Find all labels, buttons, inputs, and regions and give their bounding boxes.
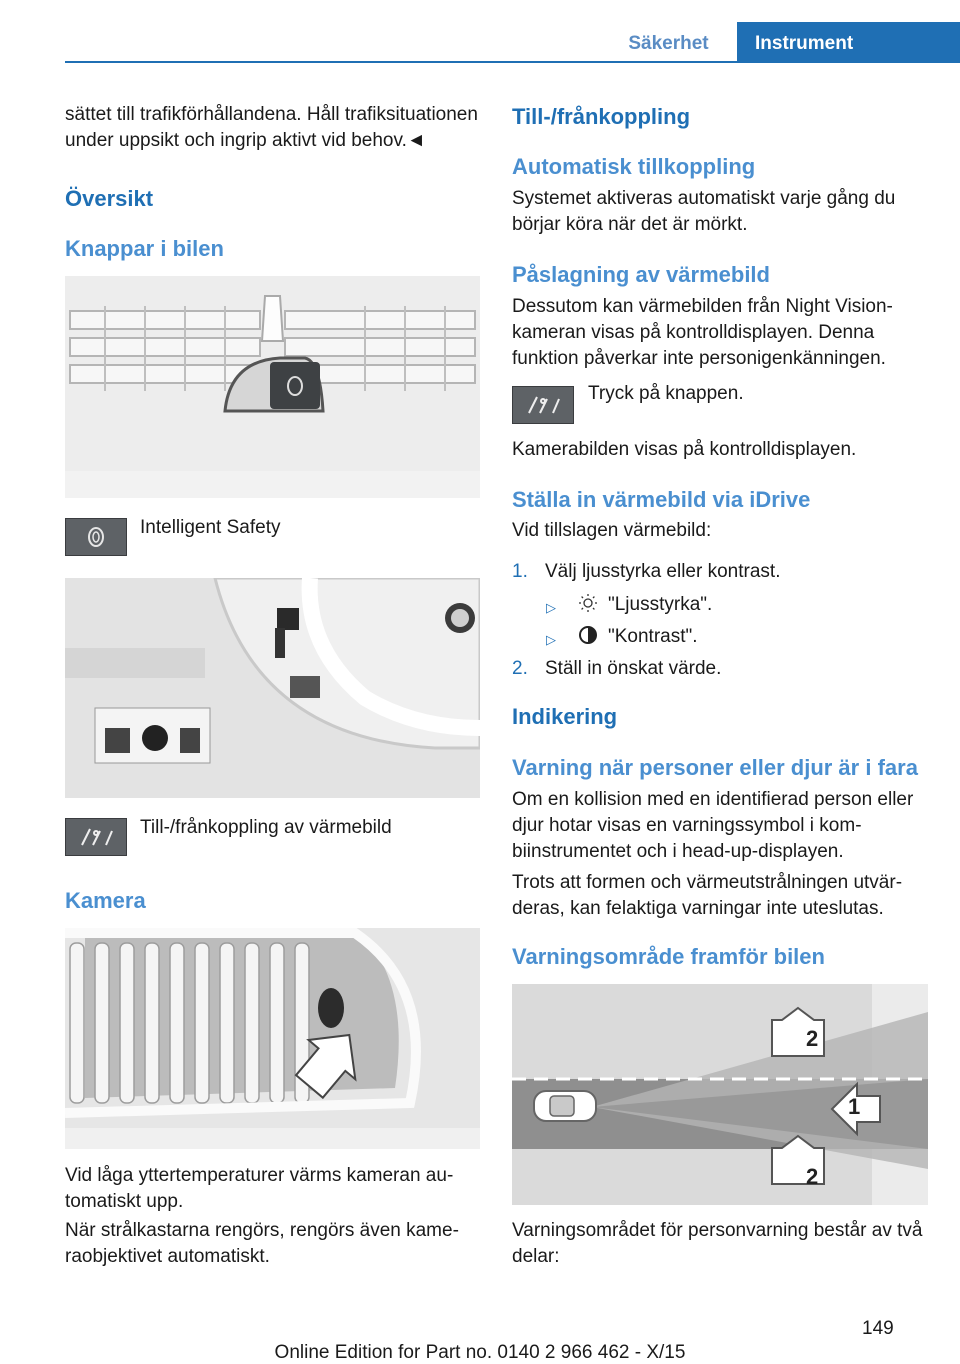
tab-instrument: Instrument	[737, 22, 960, 63]
heading-automatisk: Automatisk tillkoppling	[512, 154, 756, 179]
heading-varning: Varning när personer eller djur är i fara	[512, 755, 918, 780]
brightness-icon	[578, 592, 598, 618]
heading-till-fran: Till-/frånkoppling	[512, 104, 691, 129]
heading-kamera: Kamera	[65, 888, 146, 913]
text-varning-1: Om en kollision med en identifierad person eller djur hotar visas en varningssymbol i kombiinstrumentet och i head-up-displayen.	[512, 789, 914, 862]
heading-knappar: Knappar i bilen	[65, 236, 224, 261]
diagram-warning-zone	[512, 984, 928, 1205]
heading-indikering: Indikering	[512, 704, 618, 729]
text-automatisk: Systemet aktiveras automatiskt varje gång du börjar köra när det är mörkt.	[512, 188, 896, 235]
contrast-icon	[578, 624, 598, 650]
heading-varningsomrade: Varningsområde framför bilen	[512, 944, 825, 969]
text-vid-tillslagen: Vid tillslagen värmebild:	[512, 520, 712, 541]
text-paslagning: Dessutom kan värmebilden från Night Vision-kameran visas på kontrolldisplayen. Denna funktion påverkar inte personigenkänningen.	[512, 296, 893, 369]
bullet-triangle-icon: ▷	[546, 600, 556, 615]
text-varning-2: Trots att formen och värmeutstrålningen utvärderas, kan felaktiga varningar inte uteslutas.	[512, 872, 903, 919]
step-1-number: 1.	[512, 561, 528, 582]
option-kontrast: "Kontrast".	[608, 626, 698, 647]
option-ljusstyrka: "Ljusstyrka".	[608, 594, 713, 615]
intelligent-safety-button-icon	[65, 518, 127, 556]
photo-grille-camera	[65, 928, 480, 1149]
step-2-number: 2.	[512, 658, 528, 679]
intro-text: sättet till trafikförhållandena. Håll trafiksituationen under uppsikt och ingrip aktivt vid behov.◄	[65, 104, 478, 151]
heading-paslagning: Påslagning av värmebild	[512, 262, 770, 287]
thermal-image-toggle-icon	[65, 818, 127, 856]
diagram-label-2-bottom: 2	[806, 1164, 819, 1189]
text-kamerabild: Kamerabilden visas på kontrolldisplayen.	[512, 439, 857, 460]
text-varningsomrade: Varningsområdet för personvarning består av två delar:	[512, 1220, 923, 1267]
text-press-button: Tryck på knappen.	[588, 383, 744, 404]
heading-stalla-in: Ställa in värmebild via iDrive	[512, 487, 811, 512]
bullet-triangle-icon: ▷	[546, 632, 556, 647]
step-2-text: Ställ in önskat värde.	[545, 658, 722, 679]
step-1-text: Välj ljusstyrka eller kontrast.	[545, 561, 781, 582]
footer-edition: Online Edition for Part no. 0140 2 966 462 - X/15	[274, 1342, 686, 1363]
tab-sakerhet: Säkerhet	[600, 22, 737, 63]
heading-oversikt: Översikt	[65, 186, 154, 211]
caption-thermal-toggle: Till-/frånkoppling av värmebild	[140, 817, 392, 838]
thermal-image-button-icon	[512, 386, 574, 424]
diagram-label-1: 1	[848, 1094, 861, 1119]
page-number: 149	[862, 1318, 894, 1339]
photo-steering-wheel-area	[65, 578, 480, 798]
diagram-label-2-top: 2	[806, 1026, 819, 1051]
caption-intelligent-safety: Intelligent Safety	[140, 517, 281, 538]
photo-buttons-dashboard	[65, 276, 480, 498]
header-rule	[65, 61, 960, 63]
text-kamera-cleaning: När strålkastarna rengörs, rengörs även kameraobjektivet automatiskt.	[65, 1220, 459, 1267]
text-kamera-heating: Vid låga yttertemperaturer värms kameran automatiskt upp.	[65, 1165, 454, 1212]
